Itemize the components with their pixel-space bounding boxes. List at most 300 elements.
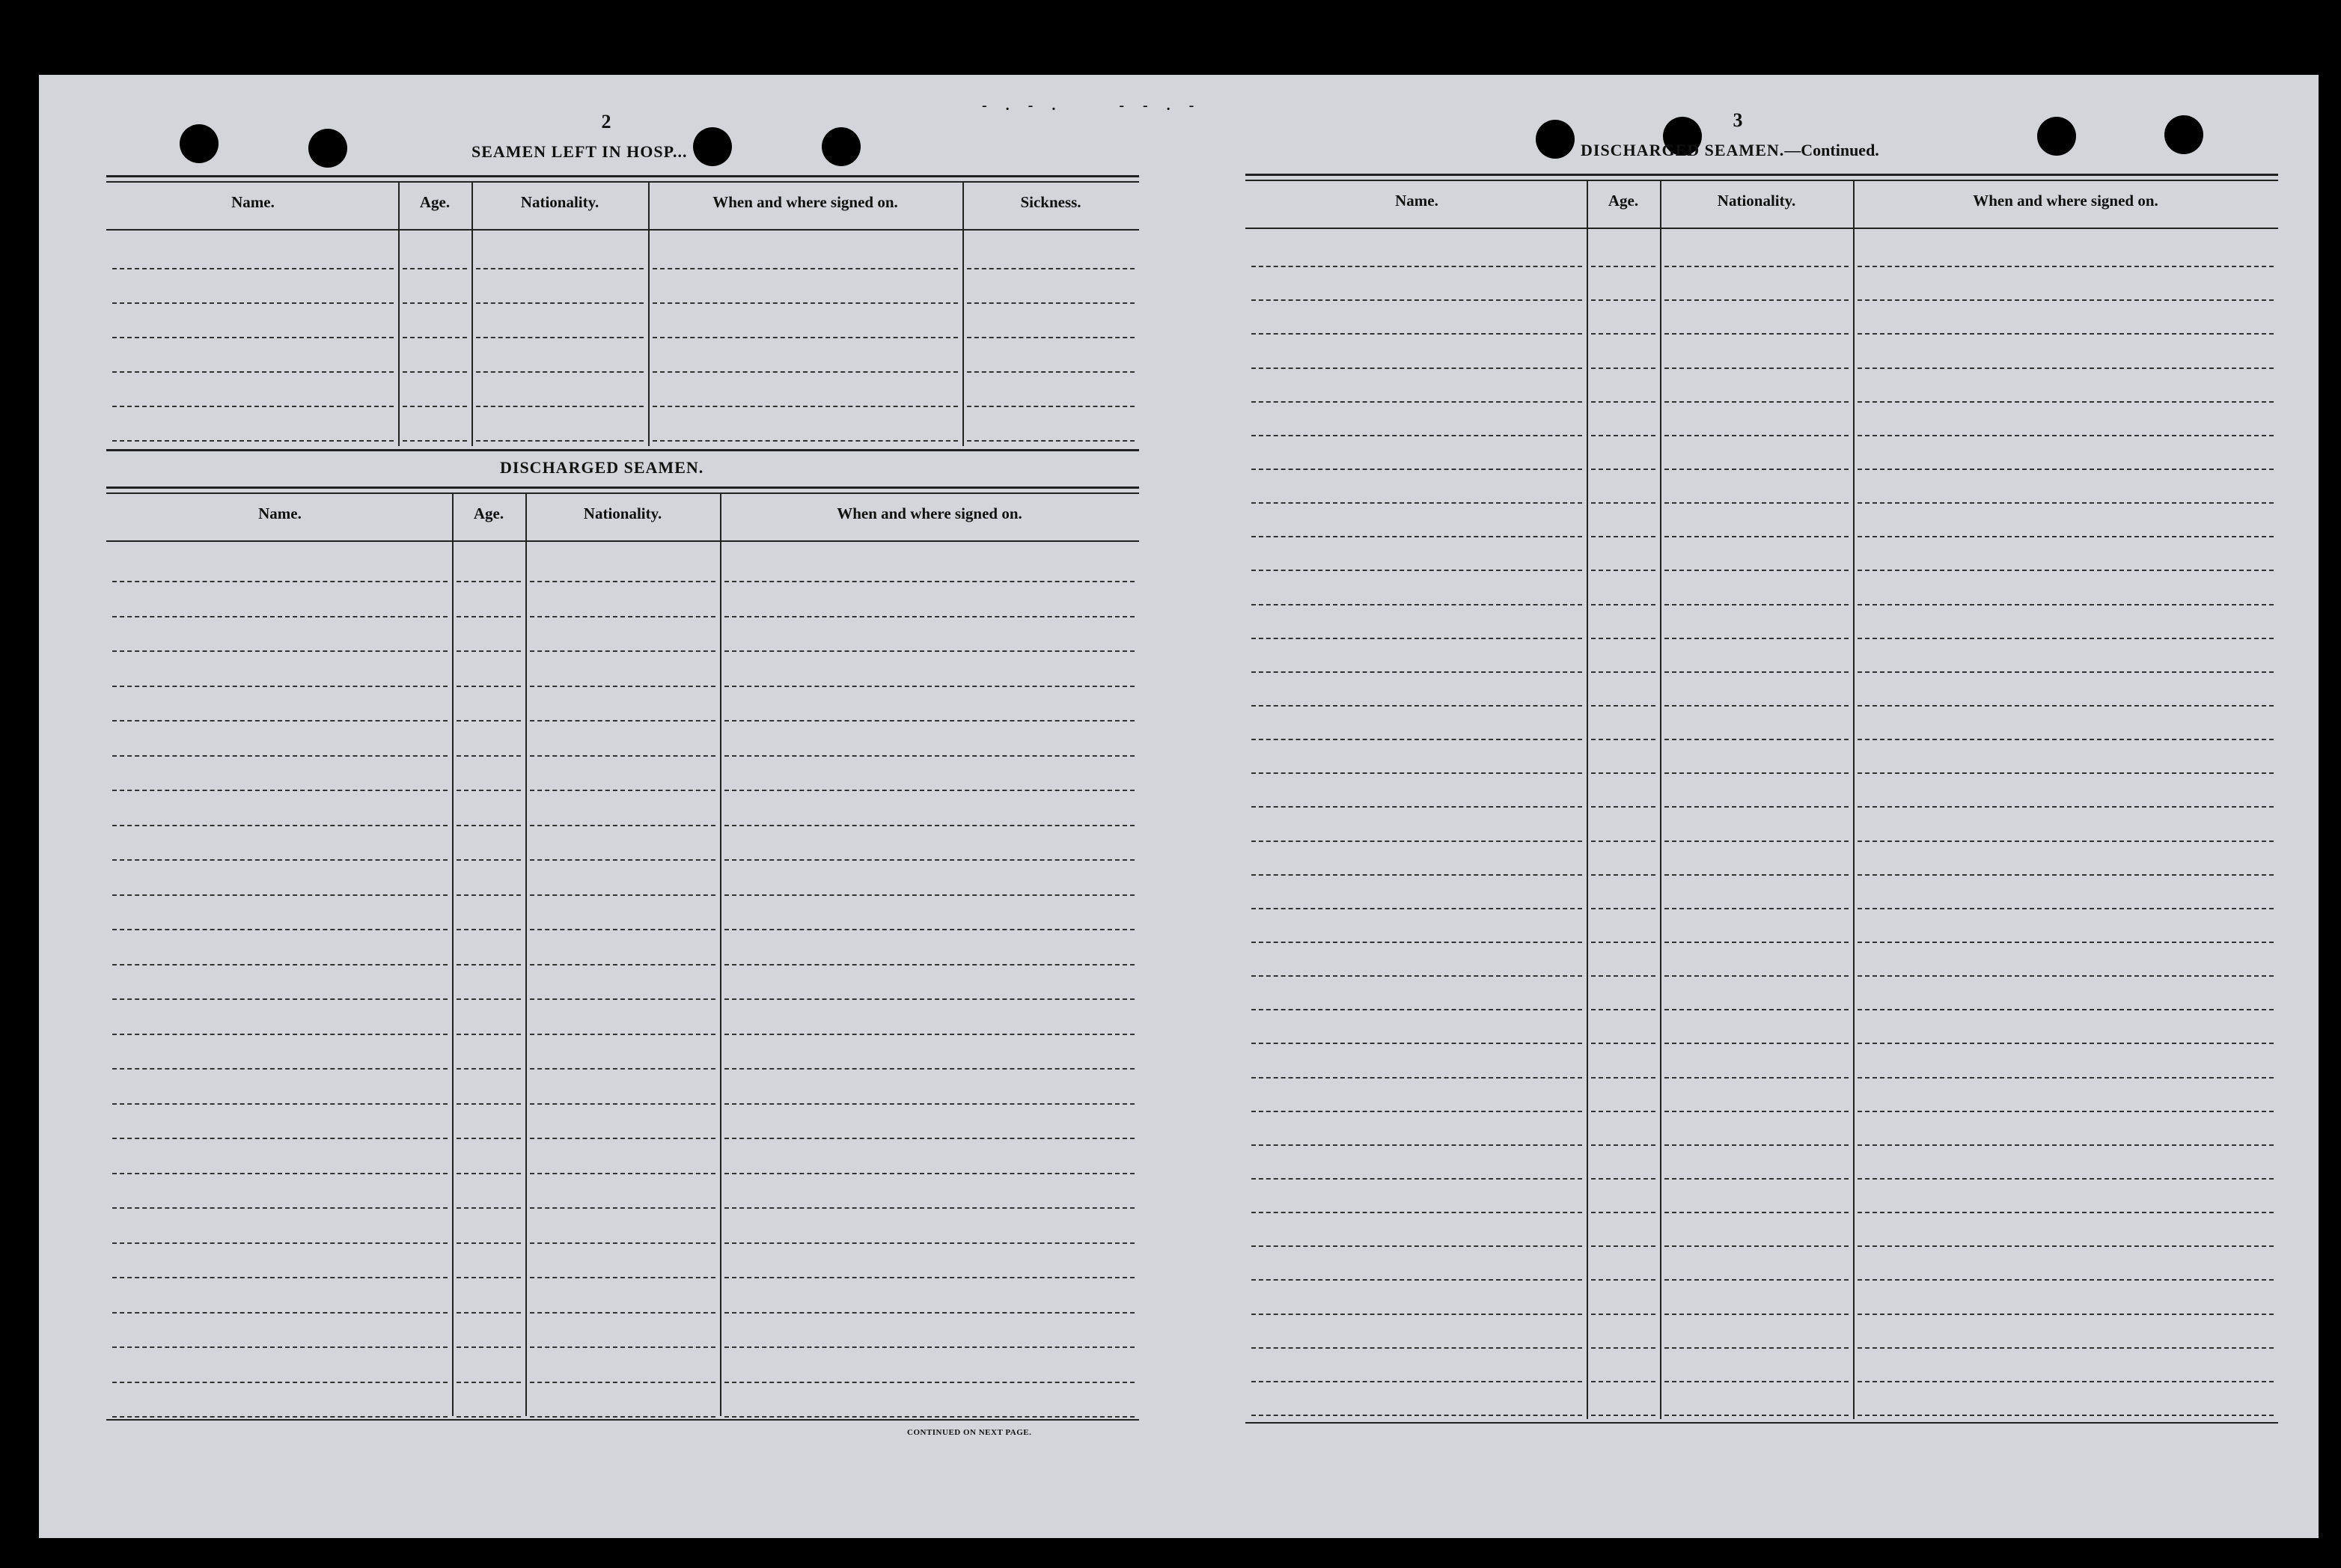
row-line [1664,1144,1849,1146]
row-line [1858,1178,2274,1180]
row-line [1858,435,2274,436]
row-line [1664,333,1849,335]
row-line [1251,874,1582,876]
hospital-table-top-rule [106,175,1139,177]
row-line [653,440,958,442]
row-line [403,371,467,373]
row-line [1251,1178,1582,1180]
column-divider [1853,180,1855,1419]
row-line [457,720,521,722]
row-line [724,1138,1135,1139]
row-line [476,440,644,442]
hospital-header-rule [106,229,1139,231]
row-line [112,964,448,965]
row-line [1591,806,1655,808]
row-line [530,581,715,582]
row-line [457,1277,521,1278]
row-line [724,1277,1135,1278]
row-line [1591,841,1655,842]
row-line [724,720,1135,722]
row-line [112,1068,448,1070]
row-line [530,650,715,652]
row-line [403,268,467,269]
row-line [1591,502,1655,504]
row-line [457,1103,521,1105]
row-line [1664,604,1849,605]
row-line [1251,1415,1582,1416]
row-line [1858,739,2274,740]
row-line [112,929,448,930]
row-line [1664,1347,1849,1349]
column-header: Name. [231,193,275,211]
row-line [724,894,1135,896]
row-line [1664,841,1849,842]
row-line [476,337,644,338]
row-line [1664,536,1849,537]
row-line [112,302,394,304]
row-line [530,859,715,861]
row-line [724,1207,1135,1209]
right-section-title-suffix: —Continued. [1784,141,1879,159]
row-line [1251,1144,1582,1146]
column-divider [525,492,527,1416]
row-line [1858,299,2274,301]
row-line [724,1382,1135,1383]
row-line [457,1382,521,1383]
row-line [1858,1415,2274,1416]
row-line [1591,333,1655,335]
row-line [112,650,448,652]
row-line [112,686,448,687]
row-line [112,371,394,373]
row-line [476,268,644,269]
row-line [1251,806,1582,808]
row-line [1858,1381,2274,1382]
row-line [1251,1077,1582,1079]
row-line [1251,536,1582,537]
row-line [724,755,1135,757]
row-line [1664,1381,1849,1382]
column-header: When and where signed on. [837,504,1022,522]
discharged-table-bottom-rule [106,1419,1139,1421]
row-line [403,302,467,304]
row-line [457,1138,521,1139]
row-line [530,755,715,757]
row-line [1591,908,1655,909]
row-line [1251,502,1582,504]
row-line [1858,1212,2274,1213]
row-line [1591,1077,1655,1079]
row-line [1251,908,1582,909]
row-line [1251,604,1582,605]
row-line [1858,1314,2274,1315]
row-line [1858,401,2274,403]
row-line [1251,739,1582,740]
row-line [653,337,958,338]
row-line [1858,1279,2274,1281]
punch-hole [308,129,347,168]
row-line [112,1277,448,1278]
row-line [1591,604,1655,605]
row-line [1591,874,1655,876]
row-line [724,1034,1135,1035]
row-line [1858,1245,2274,1247]
row-line [1251,975,1582,977]
row-line [457,581,521,582]
row-line [112,1207,448,1209]
row-line [530,825,715,826]
row-line [403,337,467,338]
row-line [1591,942,1655,943]
column-divider [452,492,454,1416]
row-line [1858,536,2274,537]
row-line [1858,367,2274,369]
row-line [1591,299,1655,301]
column-header: When and where signed on. [1973,192,2158,210]
row-line [653,302,958,304]
column-header: Name. [1395,192,1438,210]
row-line [1591,772,1655,774]
row-line [653,371,958,373]
row-line [1251,1111,1582,1112]
row-line [1591,1111,1655,1112]
row-line [112,1416,448,1418]
row-line [1664,299,1849,301]
discharged-table-top-rule-inner [106,492,1139,494]
punch-hole [2037,117,2076,156]
row-line [1591,1043,1655,1044]
row-line [1591,1279,1655,1281]
punch-hole [693,127,732,166]
row-line [1591,1314,1655,1315]
right-table-top-rule [1245,174,2278,176]
row-line [724,1346,1135,1348]
row-line [1251,469,1582,470]
row-line [530,720,715,722]
row-line [967,406,1135,407]
column-header: Age. [419,193,451,211]
row-line [1858,1144,2274,1146]
row-line [1664,1314,1849,1315]
row-line [112,720,448,722]
row-line [1251,1245,1582,1247]
row-line [1858,705,2274,707]
row-line [1251,638,1582,639]
row-line [1251,1314,1582,1315]
row-line [112,268,394,269]
row-line [457,686,521,687]
right-section-title-main: DISCHARGED SEAMEN. [1581,141,1785,159]
row-line [1251,1009,1582,1010]
row-line [1591,1245,1655,1247]
row-line [112,440,394,442]
row-line [724,964,1135,965]
row-line [1251,841,1582,842]
row-line [1664,469,1849,470]
row-line [967,268,1135,269]
row-line [1664,975,1849,977]
column-header: Age. [473,504,504,522]
row-line [1858,942,2274,943]
column-header: Nationality. [520,193,599,211]
row-line [530,1346,715,1348]
column-header: Age. [1608,192,1639,210]
row-line [724,790,1135,791]
row-line [112,755,448,757]
row-line [1664,1111,1849,1112]
column-divider [471,181,473,446]
row-line [1251,367,1582,369]
row-line [112,859,448,861]
row-line [476,371,644,373]
row-line [724,1173,1135,1174]
row-line [1664,570,1849,571]
row-line [112,1346,448,1348]
row-line [1664,772,1849,774]
column-divider [720,492,721,1416]
row-line [1591,367,1655,369]
row-line [457,929,521,930]
row-line [1591,1144,1655,1146]
row-line [724,1312,1135,1314]
row-line [1858,502,2274,504]
right-header-rule [1245,228,2278,229]
row-line [724,859,1135,861]
row-line [1591,1415,1655,1416]
right-section-title [1581,141,1879,160]
row-line [1591,1178,1655,1180]
row-line [530,998,715,1000]
row-line [967,440,1135,442]
column-header: Nationality. [1717,192,1796,210]
row-line [1858,570,2274,571]
row-line [724,616,1135,617]
row-line [112,406,394,407]
row-line [530,929,715,930]
row-line [724,998,1135,1000]
row-line [530,1277,715,1278]
column-header: Name. [258,504,302,522]
row-line [1664,1178,1849,1180]
row-line [1858,1043,2274,1044]
row-line [1251,705,1582,707]
row-line [1251,1279,1582,1281]
row-line [967,371,1135,373]
row-line [1664,1009,1849,1010]
row-line [530,1138,715,1139]
row-line [1251,942,1582,943]
top-marks: - . - . - - . - [982,97,1202,114]
row-line [530,616,715,617]
row-line [724,650,1135,652]
row-line [530,1312,715,1314]
row-line [112,790,448,791]
row-line [530,1242,715,1244]
row-line [112,825,448,826]
column-divider [962,181,964,446]
row-line [1251,1347,1582,1349]
row-line [112,1312,448,1314]
row-line [530,686,715,687]
punch-hole [1536,120,1575,159]
row-line [112,1034,448,1035]
row-line [1858,266,2274,267]
row-line [1664,908,1849,909]
row-line [724,581,1135,582]
row-line [112,337,394,338]
row-line [967,337,1135,338]
row-line [530,964,715,965]
row-line [112,1173,448,1174]
row-line [457,859,521,861]
row-line [1591,1381,1655,1382]
row-line [112,1242,448,1244]
row-line [653,406,958,407]
row-line [1251,435,1582,436]
row-line [724,1103,1135,1105]
row-line [1664,638,1849,639]
column-header: Sickness. [1020,193,1081,211]
row-line [1664,266,1849,267]
row-line [530,1103,715,1105]
row-line [1858,1009,2274,1010]
row-line [724,686,1135,687]
row-line [1664,705,1849,707]
row-line [530,1416,715,1418]
column-divider [648,181,650,446]
row-line [1591,638,1655,639]
row-line [1664,1043,1849,1044]
row-line [1858,975,2274,977]
row-line [457,998,521,1000]
column-header: When and where signed on. [712,193,898,211]
row-line [530,1034,715,1035]
row-line [1664,1077,1849,1079]
row-line [1591,266,1655,267]
row-line [1664,942,1849,943]
column-divider [398,181,400,446]
row-line [457,1346,521,1348]
row-line [1591,671,1655,673]
row-line [1251,401,1582,403]
row-line [1591,705,1655,707]
row-line [1664,739,1849,740]
row-line [476,302,644,304]
row-line [1251,333,1582,335]
row-line [1251,266,1582,267]
row-line [1664,671,1849,673]
row-line [1664,502,1849,504]
row-line [457,894,521,896]
row-line [112,616,448,617]
page-number: 2 [601,111,611,132]
row-line [1664,401,1849,403]
right-table-bottom-rule [1245,1422,2278,1424]
punch-hole [180,124,219,163]
row-line [1591,401,1655,403]
row-line [724,929,1135,930]
row-line [967,302,1135,304]
row-line [1591,1009,1655,1010]
discharged-section-title: DISCHARGED SEAMEN. [500,458,704,477]
punch-hole [2164,115,2203,154]
row-line [457,825,521,826]
hospital-section-title: SEAMEN LEFT IN HOSP... [471,142,688,161]
row-line [1591,739,1655,740]
column-header: Nationality. [583,504,662,522]
row-line [1664,1279,1849,1281]
row-line [1858,908,2274,909]
page-number: 3 [1733,109,1743,131]
row-line [457,755,521,757]
row-line [1591,435,1655,436]
row-line [112,1138,448,1139]
row-line [530,1068,715,1070]
row-line [1251,772,1582,774]
row-line [457,650,521,652]
row-line [1858,1111,2274,1112]
punch-hole [822,127,861,166]
row-line [1591,570,1655,571]
row-line [1858,333,2274,335]
row-line [724,1242,1135,1244]
row-line [1591,1212,1655,1213]
row-line [1858,469,2274,470]
row-line [457,1034,521,1035]
row-line [1858,1077,2274,1079]
row-line [1858,874,2274,876]
row-line [1858,638,2274,639]
row-line [457,1068,521,1070]
hospital-table-top-rule-inner [106,181,1139,183]
row-line [1858,806,2274,808]
row-line [1251,299,1582,301]
row-line [1858,1347,2274,1349]
row-line [1251,1381,1582,1382]
row-line [724,825,1135,826]
row-line [457,964,521,965]
row-line [1664,435,1849,436]
document-sheet [39,75,2319,1538]
row-line [1591,469,1655,470]
row-line [530,790,715,791]
row-line [112,1382,448,1383]
row-line [457,1173,521,1174]
row-line [457,1242,521,1244]
row-line [476,406,644,407]
row-line [112,894,448,896]
discharged-table-top-rule [106,486,1139,489]
row-line [1664,806,1849,808]
continued-footer: CONTINUED ON NEXT PAGE. [907,1428,1032,1437]
row-line [724,1068,1135,1070]
row-line [457,1207,521,1209]
row-line [457,616,521,617]
row-line [457,1416,521,1418]
row-line [112,581,448,582]
column-divider [1587,180,1588,1419]
row-line [530,1382,715,1383]
row-line [1591,536,1655,537]
row-line [724,1416,1135,1418]
row-line [1591,975,1655,977]
right-table-top-rule-inner [1245,180,2278,181]
row-line [457,1312,521,1314]
row-line [1858,604,2274,605]
row-line [1664,1415,1849,1416]
row-line [403,406,467,407]
row-line [530,1173,715,1174]
